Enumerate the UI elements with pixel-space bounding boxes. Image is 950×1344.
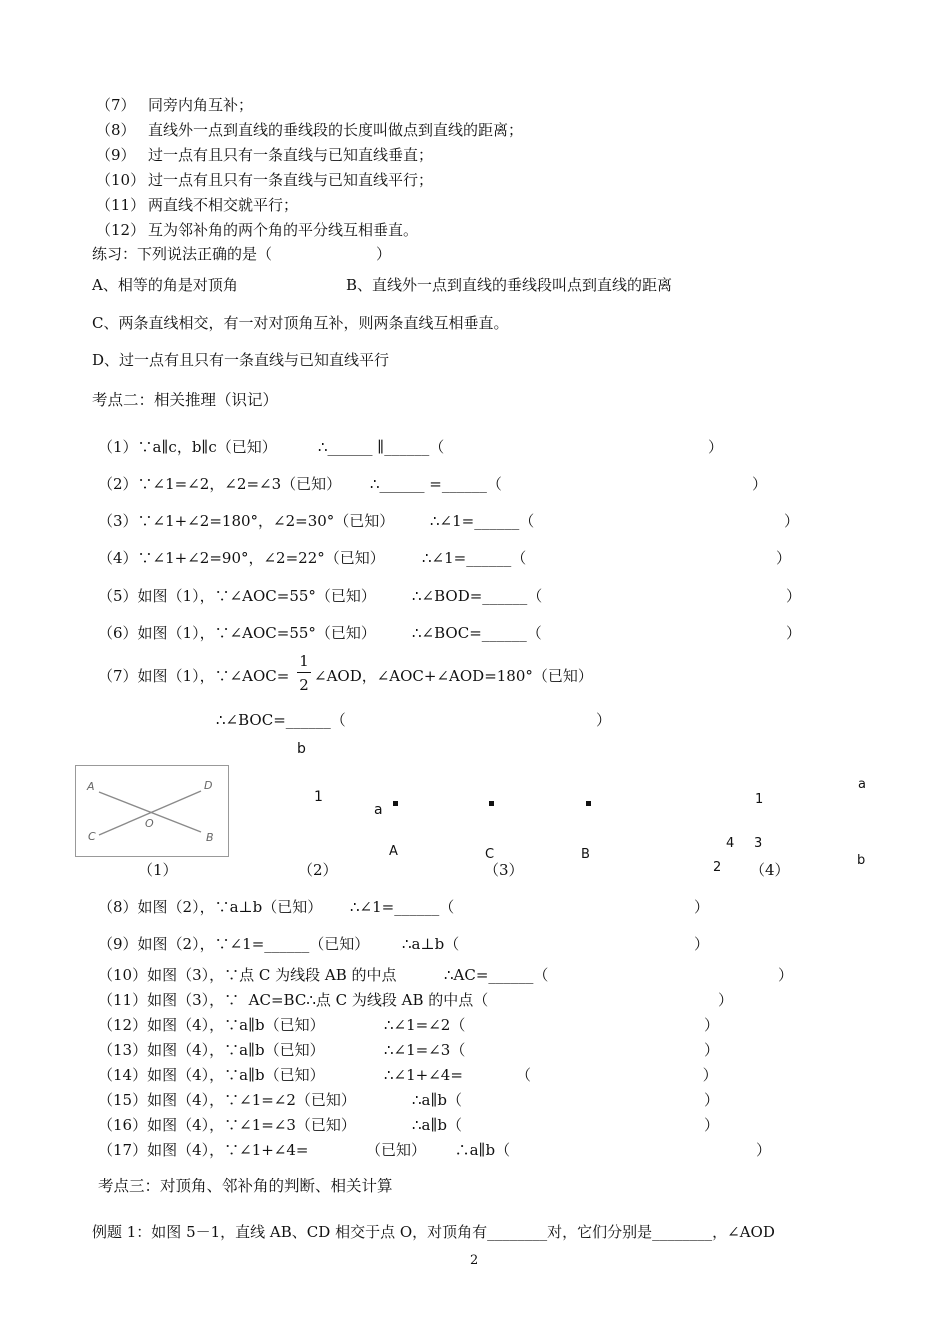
- figure-1-caption: （1）: [138, 861, 178, 879]
- angle-label-1: 1: [755, 792, 764, 807]
- fraction-denominator: 2: [299, 676, 309, 694]
- exercise-option-c: C、两条直线相交，有一对对顶角互补，则两条直线互相垂直。: [92, 314, 509, 332]
- conclusion: ∴a∥b（: [412, 1116, 463, 1134]
- paren-close: ）: [752, 475, 768, 493]
- paren-close: ）: [786, 587, 802, 605]
- point-label-c: C: [88, 830, 96, 843]
- conclusion: ∴a∥b（: [412, 1091, 463, 1109]
- conclusion: ∴a⊥b（: [402, 935, 460, 953]
- point-b-dot: [586, 801, 591, 806]
- paren-close: ）: [776, 549, 792, 567]
- paren-close: ）: [778, 966, 794, 984]
- point-label-b: B: [581, 847, 590, 862]
- paren-close: ）: [704, 1041, 720, 1059]
- paren-close: ）: [596, 711, 612, 729]
- given: （11）如图（3），∵ AC=BC∴点 C 为线段 AB 的中点（: [98, 991, 489, 1009]
- given: （13）如图（4），∵a∥b（已知）: [98, 1041, 325, 1059]
- prop-number: （8）: [96, 121, 136, 139]
- paren: （ ）: [516, 1066, 718, 1084]
- section-2-title: 考点二：相关推理（识记）: [92, 391, 279, 409]
- figure-4-caption: （4）: [750, 861, 790, 879]
- angle-label-2: 2: [713, 860, 722, 875]
- prop-number: （9）: [96, 146, 136, 164]
- given: （15）如图（4），∵∠1=∠2（已知）: [98, 1091, 356, 1109]
- prop-text: 过一点有且只有一条直线与已知直线平行；: [148, 171, 434, 189]
- given: （5）如图（1），∵∠AOC=55°（已知）: [98, 587, 376, 605]
- page-number: 2: [470, 1253, 479, 1268]
- angle-label-4: 4: [726, 836, 735, 851]
- conclusion: ∴______ ∥______（: [318, 438, 445, 456]
- conclusion: ∴∠1=______（: [350, 898, 455, 916]
- point-label-b: B: [206, 831, 214, 844]
- conclusion: （已知） ∴a∥b（: [366, 1141, 511, 1159]
- section-3-title: 考点三：对顶角、邻补角的判断、相关计算: [98, 1177, 393, 1195]
- line-label-b: b: [297, 741, 306, 757]
- given-part-1: （7）如图（1），∵∠AOC=: [98, 667, 290, 685]
- point-label-c: C: [485, 847, 495, 862]
- prop-text: 直线外一点到直线的垂线段的长度叫做点到直线的距离；: [148, 121, 524, 139]
- exercise-paren-close: ）: [376, 245, 392, 263]
- given: （17）如图（4），∵∠1+∠4=: [98, 1141, 309, 1159]
- point-c-dot: [489, 801, 494, 806]
- fraction-bar: [297, 672, 311, 673]
- prop-number: （10）: [96, 171, 146, 189]
- given-part-2: ∠AOD，∠AOC+∠AOD=180°（已知）: [314, 667, 593, 685]
- point-label-a: A: [389, 844, 398, 859]
- given: （1）∵a∥c，b∥c（已知）: [98, 438, 277, 456]
- given: （10）如图（3），∵点 C 为线段 AB 的中点: [98, 966, 397, 984]
- paren-close: ）: [784, 512, 800, 530]
- conclusion: ∴∠1=∠2（: [384, 1016, 466, 1034]
- conclusion: ∴______ =______（: [370, 475, 502, 493]
- paren-close: ）: [704, 1091, 720, 1109]
- given: （14）如图（4），∵a∥b（已知）: [98, 1066, 325, 1084]
- paren-close: ）: [694, 935, 710, 953]
- prop-text: 两直线不相交就平行；: [148, 196, 299, 214]
- conclusion: ∴∠BOC=______（: [216, 711, 346, 729]
- exercise-option-a: A、相等的角是对顶角: [92, 276, 238, 294]
- exercise-option-d: D、过一点有且只有一条直线与已知直线平行: [92, 351, 390, 369]
- figure-2-caption: （2）: [298, 861, 338, 879]
- fraction-numerator: 1: [299, 652, 309, 670]
- figure-3-caption: （3）: [484, 861, 524, 879]
- point-label-o: O: [145, 817, 154, 830]
- paren-close: ）: [786, 624, 802, 642]
- given: （4）∵∠1+∠2=90°，∠2=22°（已知）: [98, 549, 385, 567]
- exercise-question: 练习：下列说法正确的是（: [92, 245, 273, 263]
- conclusion: ∴AC=______（: [444, 966, 549, 984]
- point-a-dot: [393, 801, 398, 806]
- angle-label-1: 1: [314, 789, 323, 805]
- paren-close: ）: [756, 1141, 772, 1159]
- paren-close: ）: [704, 1016, 720, 1034]
- given: （8）如图（2），∵a⊥b（已知）: [98, 898, 323, 916]
- paren-close: ）: [694, 898, 710, 916]
- conclusion: ∴∠1=______（: [430, 512, 535, 530]
- conclusion: ∴∠1=______（: [422, 549, 527, 567]
- example-1: 例题 1：如图 5－1，直线 AB、CD 相交于点 O，对顶角有________对，它们分别是________，∠AOD: [92, 1223, 775, 1241]
- prop-number: （11）: [96, 196, 146, 214]
- conclusion: ∴∠1=∠3（: [384, 1041, 466, 1059]
- prop-text: 同旁内角互补；: [148, 96, 254, 114]
- point-label-a: A: [87, 780, 95, 793]
- paren-close: ）: [708, 438, 724, 456]
- prop-number: （12）: [96, 221, 146, 239]
- given: （2）∵∠1=∠2，∠2=∠3（已知）: [98, 475, 342, 493]
- given: （12）如图（4），∵a∥b（已知）: [98, 1016, 325, 1034]
- line-label-a: a: [858, 777, 866, 792]
- angle-label-3: 3: [754, 836, 763, 851]
- line-label-a: a: [374, 802, 383, 818]
- paren-close: ）: [718, 991, 734, 1009]
- given: （16）如图（4），∵∠1=∠3（已知）: [98, 1116, 356, 1134]
- given: （9）如图（2），∵∠1=______（已知）: [98, 935, 370, 953]
- conclusion: ∴∠BOC=______（: [412, 624, 542, 642]
- prop-text: 过一点有且只有一条直线与已知直线垂直；: [148, 146, 434, 164]
- exercise-option-b: B、直线外一点到直线的垂线段叫点到直线的距离: [346, 276, 673, 294]
- conclusion: ∴∠1+∠4=: [384, 1066, 463, 1084]
- prop-text: 互为邻补角的两个角的平分线互相垂直。: [148, 221, 419, 239]
- point-label-d: D: [204, 779, 213, 792]
- given: （3）∵∠1+∠2=180°，∠2=30°（已知）: [98, 512, 395, 530]
- given: （6）如图（1），∵∠AOC=55°（已知）: [98, 624, 376, 642]
- line-label-b: b: [857, 853, 866, 868]
- paren-close: ）: [704, 1116, 720, 1134]
- prop-number: （7）: [96, 96, 136, 114]
- conclusion: ∴∠BOD=______（: [412, 587, 543, 605]
